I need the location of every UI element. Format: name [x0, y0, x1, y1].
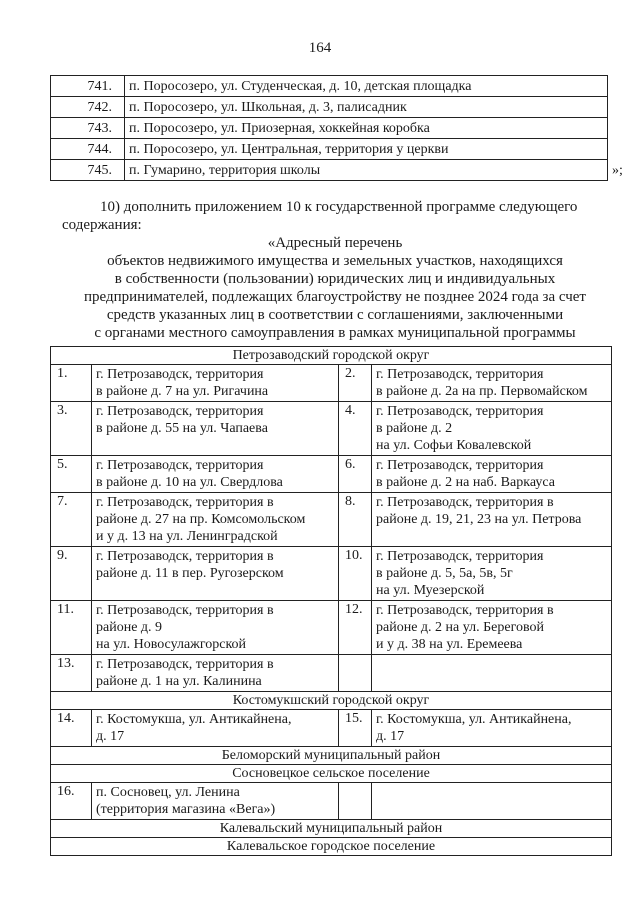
table-row	[51, 365, 612, 402]
item-address: г. Петрозаводск, территория в районе д. 55 на ул. Чапаева	[92, 402, 339, 456]
item-number	[339, 783, 372, 820]
item-address: г. Петрозаводск, территория в районе д. 9 на ул. Новосулажгорской	[92, 601, 339, 655]
item-address: г. Петрозаводск, территория в районе д. 10 на ул. Свердлова	[92, 456, 339, 493]
region-title: Сосновецкое сельское поселение	[51, 765, 612, 783]
item-address: г. Петрозаводск, территория в районе д. 2а на пр. Первомайском	[372, 365, 612, 402]
row-address: п. Гумарино, территория школы	[125, 160, 608, 181]
item-number: 7.	[51, 493, 92, 547]
paragraph-line-1: 10) дополнить приложением 10 к государственной программе следующего	[100, 199, 578, 215]
item-number: 13.	[51, 655, 92, 692]
table-row	[51, 118, 608, 139]
table-row	[51, 601, 612, 655]
heading-line: средств указанных лиц в соответствии с соглашениями, заключенными	[106, 307, 564, 323]
closing-quote: »;	[612, 163, 623, 178]
item-number: 8.	[339, 493, 372, 547]
row-number: 741.	[51, 76, 125, 97]
table-row	[51, 493, 612, 547]
item-number: 3.	[51, 402, 92, 456]
heading-line: объектов недвижимого имущества и земельных участков, находящихся	[107, 253, 563, 269]
item-number: 12.	[339, 601, 372, 655]
item-address: г. Петрозаводск, территория в районе д. 19, 21, 23 на ул. Петрова	[372, 493, 612, 547]
row-number: 745.	[51, 160, 125, 181]
item-number: 5.	[51, 456, 92, 493]
item-number: 2.	[339, 365, 372, 402]
table-row	[51, 160, 608, 181]
row-address: п. Поросозеро, ул. Школьная, д. 3, палисадник	[125, 97, 608, 118]
table-row	[51, 456, 612, 493]
row-number: 743.	[51, 118, 125, 139]
item-address: г. Петрозаводск, территория в районе д. 2 на ул. Береговой и у д. 38 на ул. Еремеева	[372, 601, 612, 655]
item-address: г. Петрозаводск, территория в районе д. 5, 5а, 5в, 5г на ул. Муезерской	[372, 547, 612, 601]
item-address	[372, 655, 612, 692]
row-address: п. Поросозеро, ул. Приозерная, хоккейная коробка	[125, 118, 608, 139]
table-row	[51, 139, 608, 160]
heading-line: предпринимателей, подлежащих благоустройству не позднее 2024 года за счет	[84, 289, 586, 305]
item-number: 11.	[51, 601, 92, 655]
item-address: г. Петрозаводск, территория в районе д. 11 в пер. Ругозерском	[92, 547, 339, 601]
item-number: 6.	[339, 456, 372, 493]
table-row	[51, 402, 612, 456]
region-title: Беломорский муниципальный район	[51, 747, 612, 765]
row-address: п. Поросозеро, ул. Центральная, территория у церкви	[125, 139, 608, 160]
row-address: п. Поросозеро, ул. Студенческая, д. 10, детская площадка	[125, 76, 608, 97]
item-number: 15.	[339, 710, 372, 747]
item-number: 4.	[339, 402, 372, 456]
page-number: 164	[308, 40, 332, 56]
table-row	[51, 76, 608, 97]
item-address: г. Костомукша, ул. Антикайнена, д. 17	[92, 710, 339, 747]
table-row	[51, 547, 612, 601]
item-address: г. Костомукша, ул. Антикайнена, д. 17	[372, 710, 612, 747]
table-row	[51, 783, 612, 820]
region-row	[51, 838, 612, 856]
item-address: п. Сосновец, ул. Ленина (территория магазина «Вега»)	[92, 783, 339, 820]
region-title: Калевальское городское поселение	[51, 838, 612, 856]
region-row	[51, 820, 612, 838]
top-address-table	[50, 75, 608, 181]
table-row	[51, 655, 612, 692]
region-title: Калевальский муниципальный район	[51, 820, 612, 838]
item-number: 1.	[51, 365, 92, 402]
item-address: г. Петрозаводск, территория в районе д. 27 на пр. Комсомольском и у д. 13 на ул. Ленинградской	[92, 493, 339, 547]
item-number: 14.	[51, 710, 92, 747]
row-number: 744.	[51, 139, 125, 160]
item-number	[339, 655, 372, 692]
row-number: 742.	[51, 97, 125, 118]
item-address: г. Петрозаводск, территория в районе д. 7 на ул. Ригачина	[92, 365, 339, 402]
item-address	[372, 783, 612, 820]
table-row	[51, 97, 608, 118]
heading-line: с органами местного самоуправления в рамках муниципальной программы	[94, 325, 576, 341]
item-number: 16.	[51, 783, 92, 820]
region-title: Костомукшский городской округ	[51, 692, 612, 710]
region-row	[51, 747, 612, 765]
region-title: Петрозаводский городской округ	[51, 347, 612, 365]
address-list-table	[50, 346, 612, 856]
item-address: г. Петрозаводск, территория в районе д. 1 на ул. Калинина	[92, 655, 339, 692]
heading-line: в собственности (пользовании) юридических лиц и индивидуальных	[114, 271, 556, 287]
item-address: г. Петрозаводск, территория в районе д. 2 на ул. Софьи Ковалевской	[372, 402, 612, 456]
region-row	[51, 347, 612, 365]
region-row	[51, 765, 612, 783]
item-number: 9.	[51, 547, 92, 601]
region-row	[51, 692, 612, 710]
heading-line: «Адресный перечень	[267, 235, 403, 251]
table-row	[51, 710, 612, 747]
paragraph-line-2: содержания:	[62, 217, 142, 233]
item-number: 10.	[339, 547, 372, 601]
item-address: г. Петрозаводск, территория в районе д. 2 на наб. Варкауса	[372, 456, 612, 493]
